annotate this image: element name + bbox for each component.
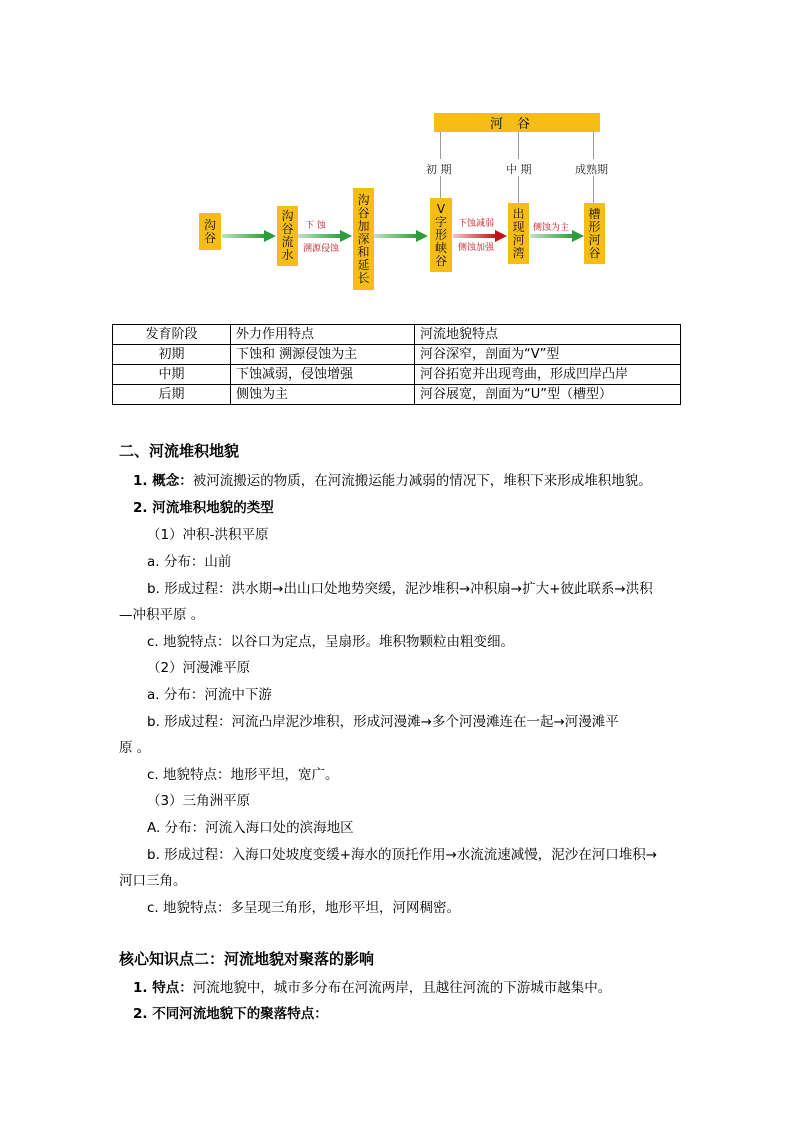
- label-ceshi-weizhu: 侧蚀为主: [533, 223, 570, 233]
- section3-p2: 2. 不同河流地貌下的聚落特点：: [133, 1006, 328, 1022]
- box-chuxian-hewan-text: 出现河湾: [512, 206, 525, 260]
- label-suyuan: 溯源侵蚀: [303, 244, 340, 254]
- flow-arrows: [0, 0, 794, 300]
- section2-p1: [133, 471, 652, 491]
- arrow-3: [374, 230, 428, 242]
- box-jiashen-yanchang: [353, 188, 374, 290]
- s1-a: a. 分布：山前: [147, 554, 232, 570]
- table-header-row: [113, 325, 681, 345]
- s2-a: a. 分布：河流中下游: [147, 687, 272, 703]
- box-jiashen-yanchang-text: 沟谷加深和延长: [357, 192, 370, 285]
- table-cell: 河谷拓宽并出现弯曲，形成凹岸凸岸: [415, 365, 681, 385]
- s3-c: c. 地貌特点：多呈现三角形，地形平坦，河网稠密。: [147, 900, 461, 916]
- table-row: [113, 365, 681, 385]
- table-header-cell: 外力作用特点: [231, 325, 415, 345]
- box-vxing-xiagu-text: V字形峡谷: [434, 201, 447, 268]
- s3-b1: b. 形成过程：入海口处坡度变缓+海水的顶托作用→水流流速减慢，泥沙在河口堆积→: [147, 847, 658, 863]
- box-gougu-liushui: [277, 206, 298, 266]
- s2-c: c. 地貌特点：地形平坦，宽广。: [147, 767, 339, 783]
- s1-b2: —冲积平原 。: [119, 607, 205, 623]
- label-xiashi: 下 蚀: [305, 221, 326, 231]
- table-header-cell: 发育阶段: [113, 325, 231, 345]
- box-gougu: [199, 213, 221, 250]
- box-vxing-xiagu: [430, 198, 452, 272]
- table-cell: 河谷深窄，剖面为“V”型: [415, 345, 681, 365]
- table-cell: 侧蚀为主: [231, 385, 415, 405]
- arrow-1: [222, 230, 276, 242]
- section2-p2: 2. 河流堆积地貌的类型: [133, 500, 274, 516]
- s2-b2: 原 。: [119, 740, 151, 756]
- table-cell: 下蚀和 溯源侵蚀为主: [231, 345, 415, 365]
- stage-label-middle: 中 期: [506, 163, 532, 176]
- stage-label-late: 成熟期: [575, 163, 608, 176]
- box-chuxian-hewan: [508, 203, 529, 264]
- table-header-cell: 河流地貌特点: [415, 325, 681, 345]
- label-xiashi-jianruo: 下蚀减弱: [458, 219, 495, 229]
- s1-c: c. 地貌特点：以谷口为定点，呈扇形。堆积物颗粒由粗变细。: [147, 634, 515, 650]
- section2-p1-num: 1. 概念：: [133, 473, 193, 489]
- s3-a: A. 分布：河流入海口处的滨海地区: [147, 820, 354, 836]
- section3-p1: [133, 978, 611, 998]
- table-cell: 中期: [113, 365, 231, 385]
- s3-title: （3）三角洲平原: [147, 793, 251, 809]
- stage-label-early: 初 期: [426, 163, 452, 176]
- table-cell: 后期: [113, 385, 231, 405]
- river-stage-table: [112, 324, 681, 405]
- box-caoxing-hegu-text: 槽形河谷: [588, 206, 601, 260]
- s1-b1: b. 形成过程：洪水期→出山口处地势突缓，泥沙堆积→冲积扇→扩大+彼此联系→洪积: [147, 581, 653, 597]
- diagram-header-hegu: 河谷: [434, 113, 600, 132]
- section2-title: 二、河流堆积地貌: [119, 442, 240, 460]
- table-row: [113, 345, 681, 365]
- box-gougu-liushui-text: 沟谷流水: [281, 209, 294, 262]
- s1-title: （1）冲积-洪积平原: [147, 527, 269, 543]
- s2-title: （2）河漫滩平原: [147, 660, 251, 676]
- section3-title: 核心知识点二：河流地貌对聚落的影响: [119, 950, 375, 968]
- section3-p1-text: 河流地貌中，城市多分布在河流两岸，且越往河流的下游城市越集中。: [192, 980, 612, 996]
- section3-p1-num: 1. 特点：: [133, 980, 193, 996]
- section2-p1-text: 被河流搬运的物质，在河流搬运能力减弱的情况下，堆积下来形成堆积地貌。: [192, 473, 652, 489]
- box-caoxing-hegu: [584, 203, 605, 264]
- table-row: [113, 385, 681, 405]
- table-cell: 初期: [113, 345, 231, 365]
- table-cell: 下蚀减弱，侵蚀增强: [231, 365, 415, 385]
- label-ceshi-jiaqiang: 侧蚀加强: [458, 243, 495, 253]
- s2-b1: b. 形成过程：河流凸岸泥沙堆积，形成河漫滩→多个河漫滩连在一起→河漫滩平: [147, 714, 619, 730]
- table-cell: 河谷展宽，剖面为“U”型（槽型）: [415, 385, 681, 405]
- s3-b2: 河口三角。: [119, 873, 187, 889]
- box-gougu-text: 沟谷: [203, 217, 216, 245]
